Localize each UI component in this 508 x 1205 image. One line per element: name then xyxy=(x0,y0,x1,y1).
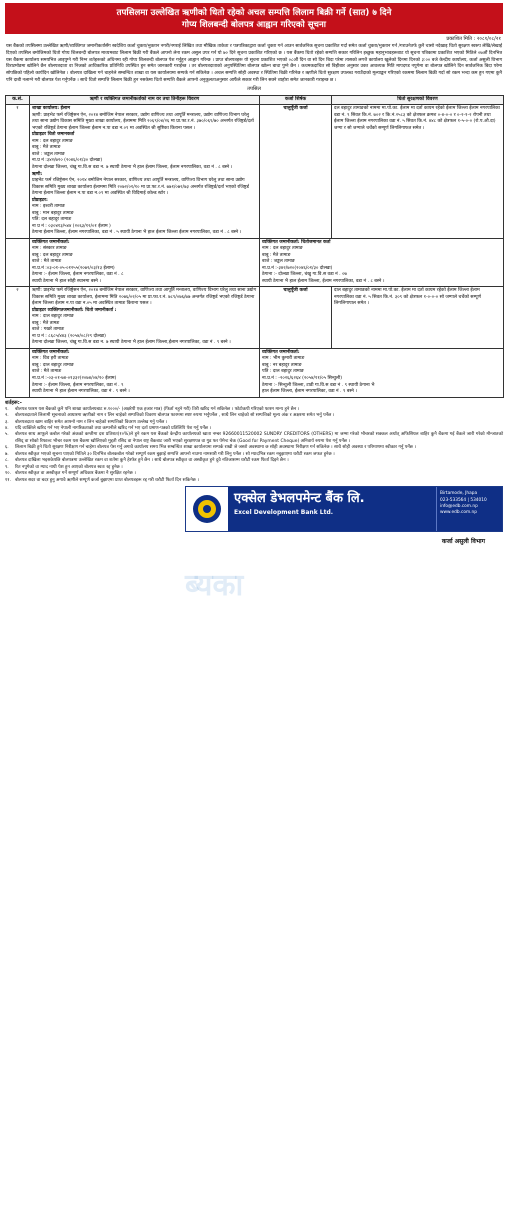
guarantor-left-title: व्यक्तिगत जमानीकर्ता: xyxy=(32,349,70,355)
guarantor-line: ना.प्र.नं :-३४२/७२०(२०४६/०१/३० दोल्खा) xyxy=(262,265,333,271)
guarantor-right xyxy=(260,238,504,287)
header-collateral: धितो सुरक्षणको विवरण xyxy=(332,95,504,105)
bank-contact-line: Birtamode, Jhapa xyxy=(440,491,478,497)
term-number: ९. xyxy=(5,464,9,470)
guarantor-line: ठेगाना :- ईलाम जिल्ला, ईलाम नगरपालिका, वडा नं . ८ xyxy=(32,272,124,278)
borrower-line: बाबु : मान बहादुर तामाङ xyxy=(32,210,74,216)
bank-contact xyxy=(436,487,502,531)
entry-loan-type: चालुपूँजी कर्जा xyxy=(260,287,332,349)
borrower-line: प्राइभेट फर्म रजिष्ट्रेसन ऐन, २०१४ बमोजिम नेपाल सरकार, वाणिज्य तथा आपूर्ति मन्त्रालय, वाणिज्य विभाग घरेलु तथा साना उद्योग विकास समिति मुख्य शाखा कार्यालय ईलाममा मिति २०७२/०१/१० मा प्रा.फा.र.नं. ७७१/०७२/७३ अन्तर्गत रजिष्ट्रर्ड/दर्ता भएको रजिष्ट्रर्ड ठेगाना ईलाम जिल्ला ईलाम न.पा वडा न.०९ मा अवस्थित श्री विदिमाई कोल्ड स्टोर । xyxy=(32,178,249,197)
entry-borrower xyxy=(30,105,260,238)
borrower-line: बाजे : गखरे तामाङ xyxy=(32,327,65,333)
table-caption: तपसिल xyxy=(247,86,261,93)
borrower-line: शाखा कार्यालय: ईलाम xyxy=(32,106,70,112)
term-number: २. xyxy=(5,413,9,419)
borrower-line: ठेगाना दोल्खा जिल्ला, चंखु गा.वि.स वडा न. ७ स्थायी ठेगाना भै हाल ईलाम जिल्ला, ईलाम नगरपालिका, वडा नं . ८ बस्ने । xyxy=(32,165,233,170)
bank-contact-line: 023-533564 | 534010 xyxy=(440,497,487,503)
borrower-line: ना प्र नं : ८६८५/४४३ (२०५४/०८/२९ दोल्खा) xyxy=(32,333,106,339)
guarantor-spacer xyxy=(6,348,30,397)
guarantor-right xyxy=(260,348,504,397)
guarantor-line: स्थायी ठेगाना भै हाल सोही स्थानमा बस्ने । xyxy=(32,278,101,284)
term-number: ३. xyxy=(5,419,9,425)
borrower-line: पति: दल बहादुर तामाङ xyxy=(32,217,72,223)
header-borrower: ऋणी र व्यक्तिगत जमानीकर्ताको नाम वर तथा तिनीहरू विवरण xyxy=(30,95,260,105)
term-text: बोलपत्रदाता खाम बाहिर समेत आफ्नो नाम र लिन चाहेको सम्पत्तिको विवरण उल्लेख गर्नु पर्नेछ । xyxy=(15,419,168,425)
term-text: बोलपत्र दाखिला भइसकेपछि बोलपत्रमा उल्लेखित रकम वा शर्तमा कुनै हेरफेर हुने छैन । साथै बोलपत्र स्वीकृत वा अस्वीकृत हुने दुवै नतिजासम्म धरौटी रकम फिर्ता दिइने छैन । xyxy=(15,458,289,464)
term-item xyxy=(5,478,503,484)
borrower-line: ऋणी: प्राइभेट फर्म रजिष्ट्रेसन ऐन, २०१४ बमोजिम नेपाल सरकार, उद्योग वाणिज्य तथा आपूर्ति मन्त्रालय, उद्योग वाणिज्य विभाग घरेलु तथा साना उद्योग विकास समिति मुख्य शाखा कार्यालय, ईलाममा मिति २०६९/०४/२६ मा प्रा.फा.र.नं. ३७०/०६९/७० अन्तर्गत रजिष्ट्रर्ड/दर्ता भएको रजिष्ट्रर्ड ठेगाना ईलाम जिल्ला ईलाम न.पा वडा न.०९ मा अवस्थित श्री सुष्टिका किराना पसल । xyxy=(32,112,254,131)
details-table xyxy=(5,95,504,398)
term-number: ८. xyxy=(5,458,9,464)
borrower-line: ऋणी: प्राइभेट फर्म रजिष्ट्रेसन ऐन, २०१४ बमोजिम नेपाल सरकार, वाणिज्य तथा आपूर्ति मन्त्रालय, वाणिज्य विभाग घरेलु तथा साना उद्योग विकास समिति मुख्य शाखा कार्यालय, ईलाममा मिति २०७६/०२/०५ मा प्रा.फा.र.नं. ७८९/०७६/७७ अन्तर्गत रजिष्ट्रर्ड भएको रजिष्ट्रर्ड ठेगाना ईलाम जिल्ला ईलाम न.पा वडा न.०५ मा अवस्थित तामाङ किराना पसल । xyxy=(32,288,257,307)
guarantor-line: ना.प्र.नं : -२०२६/६२६४ (२०५४/११/०५ सिन्धुली) xyxy=(262,375,343,381)
term-text: बोलपत्र साथ आफूले कबोल गरेको अंकको कम्तीमा दश प्रतिशत(१०%)ले हुने रकम यस बैंकको केन्द्रीय कार्यालयको खाता नम्बर 92660011520002 SUNDRY CREDITORS (OTHERS) मा जम्मा गरेको भौचरको सक्कल अर्थात् अफिसियल बाहिर कुनै बैंकमा गई बैंकले जारी गरेको मौन्जातको रसिद् वा सोको रिफाल्ट भौचर रकम यस बैंकमा खोलिएको मुद्दती रसिद वा नेपाल राष्ट्र बैंकबाट जारी भएको सुरक्षणपत्र वा गुड फर पेमेन्ट चेक (Good for Payment Cheque) अनिवार्य रुपमा पेश गर्नु पर्नेछ । xyxy=(15,432,503,444)
collateral-line: दल बहादुर तामाङको नाममा मा.पो.का. ईलाम मा दर्ता कायम रहेको ईलाम जिल्ला ईलाम नगरपालिका वडा नं. ९ सिवत कि.नं. ७०२ र कि.नं.२५८३ को क्षेत्रफल क्रमश ०-४-०-० र ०-२-१-२ रोपनी तथा ईलाम जिल्ला ईलाम नगरपालिका वडा नं. ५ सिवत कि.नं. ४४८ को क्षेत्रफल १-५-०-० (रो.प.औ.दा) जग्गा र सो जग्गाले चर्चेको सम्पूर्ण लिगलिगाफत समेत । xyxy=(334,106,500,131)
collateral-line: दाल बहादुर तामाङको नाममा मा.पो.का. ईलाम मा दर्ता कायम रहेको ईलाम जिल्ला ईलाम नगरपालिका वडा नं. ५ सिवत कि.नं. ३०९ को क्षेत्रफल १-०-०-० सो जग्गाले चर्चेको सम्पूर्ण लिगलिगापाल समेत । xyxy=(334,288,481,307)
term-number: ६. xyxy=(5,445,9,451)
guarantor-line: बाबु : मैते तामाङ xyxy=(262,252,291,258)
borrower-line: ना.प्र नं :३४२/७२० (२०४६/०१/३० दोल्खा) xyxy=(32,158,103,164)
department-name: कर्जा असुली विभाग xyxy=(441,538,485,546)
term-text: यदि व्यक्तिले खरिद गर्न भए नेपाली नागरिकताको तथा कम्पनीले खरिद गर्न भए दर्ता प्रमाण-पत्रको प्रतिलिपि पेश गर्नु पर्नेछ । xyxy=(15,425,212,431)
guarantor-line: नाम : विव हरी तामाङ xyxy=(32,356,69,362)
notice-banner xyxy=(5,3,503,34)
term-text: बोलपत्र सदर वा बदर हुनु अगावै ऋणीले सम्पूर्ण कर्जा बुझाएमा प्राप्त बोलपत्रहरू रद्द गरी धरौटी फिर्ता दिन सकिनेछ । xyxy=(15,477,199,483)
guarantor-line: ठेगाना :- सिन्धुली जिल्ला, टाडी गा.वि.स वडा नं . ९ स्थायी ठेगाना भै xyxy=(262,382,375,388)
banner-line-1: तपसिलमा उल्लेखित ऋणीको धितो रहेको अचल सम्पत्ति लिलाम बिक्री गर्ने (सात) ७ दिने xyxy=(116,8,392,18)
guarantor-left-title: व्यक्तिगत जमानीकर्ता: xyxy=(32,239,70,245)
borrower-line: नाम : इश्वरी तामाङ xyxy=(32,204,65,210)
guarantor-left xyxy=(30,238,260,287)
entry-collateral xyxy=(332,105,504,238)
guarantor-line: बाजे : मैते तामाङ xyxy=(32,259,62,265)
guarantor-line: ठेगाना :- ईलाम जिल्ला, ईलाम नगरपालिका, वडा नं . ९ xyxy=(32,382,124,388)
term-number: ४. xyxy=(5,425,9,431)
guarantor-line: बाजे : मैते तामाङ xyxy=(32,369,62,375)
borrower-line: ऋणी: xyxy=(32,171,43,177)
guarantor-line: स्थायी ठेगाना भै हाल ईलाम जिल्ला, ईलाम नगरपालिका, वडा नं . ८ बस्ने । xyxy=(262,278,385,284)
guarantor-line: हाल ईलाम जिल्ला, ईलाम नगरपालिका, वडा नं . ९ बस्ने । xyxy=(262,389,357,395)
guarantor-line: ना.प्र.नं :-०३-०१-७४-०१३३२(२०७४/०४/१० ईलाम) xyxy=(32,375,117,381)
bank-name-nepali: एक्सेल डेभलपमेन्ट बैंक लि. xyxy=(234,491,365,507)
guarantor-line: बाजे : जड्डल तामाङ xyxy=(262,259,295,265)
borrower-line: प्रोप्राइटर धितो जमानकर्ता xyxy=(32,132,75,138)
guarantor-spacer xyxy=(6,238,30,287)
term-number: ११. xyxy=(5,477,12,483)
guarantor-left xyxy=(30,348,260,397)
guarantor-line: ना.प्र.नं :०३-०१-०५-०१२५५(२०७२/०३/१३ ईलाम) xyxy=(32,265,115,271)
bank-contact-line: info@edb.com.np xyxy=(440,503,478,509)
term-text: बोलपत्र फारम यस बैंकको कुनै पनि शाखा कार्यालयबाट रु.१०००/- (अक्षरेपी एक हजार मात्र) (फिर्ता नहुने गरी) तिरी खरिद गर्न सकिनेछ । फोटोकपी गरिएको फारम मान्य हुने छैन । xyxy=(15,406,300,412)
guarantor-row xyxy=(6,348,504,397)
bank-advert xyxy=(185,486,503,532)
term-number: ७. xyxy=(5,451,9,457)
banner-line-2: गोप्य शिलबन्दी बोलपत्र आह्वान गरिएको सूचना xyxy=(182,20,326,31)
term-text: लिलाम बिक्री हुने धितो सुरक्षण निरीक्षण गर्न चाहेमा बोलपत्र पेस गर्नु अगावै कार्यालय समय भित्र सम्बन्धित शाखा कार्यालयमा सम्पर्क राखी जे जस्तो अवस्थामा छ सोही अवस्थामा निरीक्षण गर्न सकिनेछ । साथै सोही अवस्था र परिमाणमा स्वीकार गर्नु पर्नेछ । xyxy=(15,445,416,451)
footer xyxy=(5,486,503,556)
term-number: १. xyxy=(5,406,9,412)
guarantor-line: नाम : संस्कार तामाङ xyxy=(32,246,67,252)
entry-collateral xyxy=(332,287,504,349)
borrower-line: नाम : दल बहादुर तामाङ xyxy=(32,138,73,144)
term-number: ५. xyxy=(5,432,9,438)
guarantor-line: नाम : भीम कुमारी तामाङ xyxy=(262,356,305,362)
term-text: बोलपत्र स्वीकृत वा अस्वीकृत गर्ने सम्पूर्ण अधिकार बैंकमा नै सुरक्षित रहनेछ । xyxy=(15,471,136,477)
terms-title: शर्तहरू:- xyxy=(5,399,22,406)
borrower-line: ना प्र नं : ०३०४१३/५४४ (२०६३/१२/०१ ईलाम ) xyxy=(32,223,111,229)
entry-sn: २ xyxy=(6,287,30,349)
guarantor-line: नाम : दल बहादुर तामाङ xyxy=(262,246,303,252)
borrower-line: बाजे : जड्डल तामाङ xyxy=(32,151,65,157)
guarantor-right-title: व्यक्तिगत जमानीकर्ता: धितोजमानत कर्ता xyxy=(262,239,331,245)
borrower-line: प्रोप्राइटर व्यक्तिगतजमानीकर्ता: धितो जमानीकर्ता : xyxy=(32,307,117,313)
entry-row xyxy=(6,287,504,349)
entry-loan-type: चालुपूँजी कर्जा xyxy=(260,105,332,238)
entry-sn: १ xyxy=(6,105,30,238)
watermark: ब्यका xyxy=(185,568,244,603)
entries-body xyxy=(6,105,504,397)
bank-name-block xyxy=(228,487,436,531)
intro-paragraph: यस बैंकको तपसिलमा उल्लेखित ऋणी/व्यक्तिगत जमानीकर्तासँग स्वदेशिय कर्जा चुक्ता/भुक्तान नगरी/नगराई लिखित तथा मौखिक ताकेता र पत्रपत्रिकाद्वारा कर्जा चुक्ता गर्न आउन सार्वजनिक सूचना प्रकाशित गर्दा समेत कर्जा चुक्ता/भुक्तान गर्न /गराउनेतर्फ कुनै चासो नदेखाइ धितो सुरक्षण स्वरुप लेखि/लेखाई दिएको तपसिल बमोजिमको धितो गोप्य शिलबन्दी बोलपत्र माध्यमबाट लिलाम बिक्री गरी बैंकले आफ्नो लेना रकम असुल उपर गर्न यो ७० दिने सूचना प्रकाशित गरिएको छ । यस बैंकमा धितो रहेको सम्पत्ति सकार गरिलिन इच्छुक महानुभावहरूबाट यो सूचना पत्रिकामा प्रकाशित भएको मितिले ०७औं दिनभित्र यस बैंकमा कार्यालय समयभित्र आइपुग्ने गरी निम्न शर्तहरूको अधिनमा रही गोप्य शिलबन्दी बोलपत्र पेश गर्नुहुन आह्वान गरिन्छ । प्राप्त बोलपत्रहरू यो सूचना प्रकाशित भएको ०८औं दिन वा सो दिन बिदा परेमा त्यसको लगत्तै कार्यालय खुलेको दिनमा दिनको ३:०० बजे केन्द्रीय कार्यालय, कर्जा असुली विभाग विराटमोडमा खोलिने छैन बोलपत्रदाता वा निजको आधिकारिक प्रतिनिधि उपस्थित हुन समेत जानकारी गराईन्छ । तर बोलपत्रदाताको अनुपस्थितिमा बोलपत्र खोल्न बाधा पुग्ने छैन । कथमकदाचित सो बिहीबार अनुसार उक्त आवश्यक मिति मापदण्ड नपुगेमा वा बोलपत्र खोलिने दिन सार्वजनिक बिदा परेमा सोपछिको पहिलो कार्यदिन खोलिनेछ । बोलपत्र दाखिला गर्न चाहनेले सम्बन्धित शाखा वा यस कार्यालयमा सम्पर्क गर्न सकिनेछ । अचल सम्पत्ति सोही अवस्था र स्थितिमा बिक्री गरिनेछ र ऋणीले धितो सुरक्षण उपलब्ध गराउँदाको मूल्याङ्कन गरिएको रकममा लिलाम बिक्री गर्दा सो रकम भन्दा कम हुन गएमा कुनै पनि दाबी नलाग्ने गरी बोलपत्र पेश गर्नुपर्नेछ । साथै धितो सम्पत्ति लिलाम बिक्री हुन नसकेमा धितो सम्पत्ति बैंकले आफ्नो अनुकूलताअनुसार आफैंले सकार गरी लिन सक्ने व्यहोरा समेत जानकारी गराइन्छ छ । xyxy=(6,44,502,83)
bank-logo-icon xyxy=(186,487,228,531)
borrower-line: बाबु : मैते तामङ xyxy=(32,320,60,326)
term-text: बोलपत्र स्वीकृत भएको सूचना पाएको मितिले ३० दिनभित्र बोलकबोल गरेको सम्पूर्ण रकम बुझाई सम्पत्ति आफ्नो नाउमा नामसारी गरी लिनु पर्नेछ । सो म्यादभित्र रकम नबुझाएमा धरौटी रकम जफत हुनेछ । xyxy=(15,451,335,457)
guarantor-right-title: व्यक्तिगत जमानीकर्ता: xyxy=(262,349,300,355)
term-text: रित नपुगेको वा म्याद नाघी पेश हुन आएको बोलपत्र स्वतः रद्द हुनेछ । xyxy=(15,464,123,470)
borrower-line: ठेगाना ईलाम जिल्ला, ईलाम नगरपालिका, वडा नं . ५ स्थायी ठेगाना भै हाल ईलाम जिल्ला ईलाम नगरपालिका, वडा नं . ८ बस्ने । xyxy=(32,230,242,236)
borrower-line: बाबु : मैते तामाङ xyxy=(32,145,61,151)
guarantor-line: पति : दाल बहादुर तामाङ xyxy=(262,369,304,375)
borrower-line: प्रोप्राइटर: xyxy=(32,197,48,203)
published-date: प्रकाशित मिति : २०८१/०८/२१ xyxy=(446,36,501,43)
entry-borrower xyxy=(30,287,260,349)
header-loan: कर्जा शिर्षक xyxy=(260,95,332,105)
term-text: बोलपत्रदाताले लिलामी सूचनाको आधारमा ऋणीको नाम र लिन चाहेको सम्पत्तिको विवरण बोलपत्र फारममा स्पष्ट रुपमा भर्नुपर्नेछ , साथै लिन चाहेको सो सम्पत्तिको मूल्य अंक र अक्षरमा समेत भर्नु पर्नेछ । xyxy=(15,413,335,419)
term-number: १०. xyxy=(5,471,12,477)
terms-list xyxy=(5,407,503,484)
guarantor-line: ठेगाना :- दोल्खा जिल्ला, चंखु गा.वि.स वडा नं . ०७ xyxy=(262,272,347,278)
term-item xyxy=(5,432,503,445)
header-sn: क.सं. xyxy=(6,95,30,105)
entry-row xyxy=(6,105,504,238)
bank-name-english: Excel Development Bank Ltd. xyxy=(234,508,334,516)
borrower-line: ठेगाना दोल्खा जिल्ला, चंखु गा.वि.स वडा न. ७ स्थायी ठेगाना भै हाल ईलाम जिल्ला,ईलाम नगरपालिका, वडा नं . ९ बस्ने । xyxy=(32,340,231,346)
bank-contact-line: www.edb.com.np xyxy=(440,510,477,516)
guarantor-row xyxy=(6,238,504,287)
guarantor-line: बाबु : नर बहादुर तामाङ xyxy=(262,362,302,368)
borrower-line: नाम : दाल बहादुर तामाङ xyxy=(32,314,74,320)
guarantor-line: बाबु : दाल बहादुर तामाङ xyxy=(32,362,74,368)
guarantor-line: बाबु : दल बहादुर तामाङ xyxy=(32,252,73,258)
guarantor-line: स्थायी ठेगाना भै हाल ईलाम नगरपालिका, वडा नं . ९ बस्ने । xyxy=(32,389,130,395)
